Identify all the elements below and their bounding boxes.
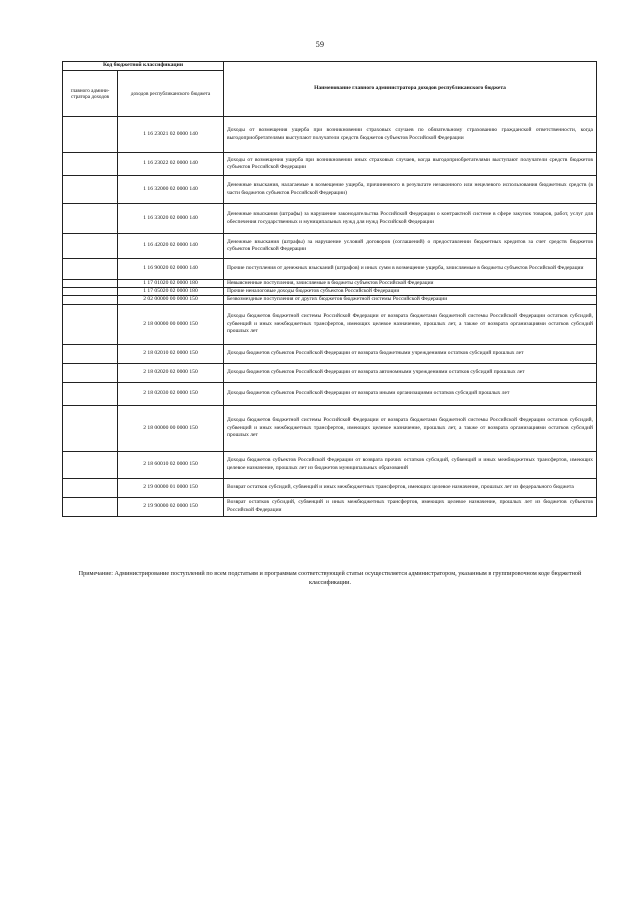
income-name-cell: Доходы бюджетов субъектов Российской Федерации от возврата иными организациями остатков субсидий прошлых лет [224, 382, 597, 405]
income-code-cell: 1 16 33020 02 0000 140 [118, 204, 224, 234]
admin-code-cell [63, 176, 118, 204]
table-row [63, 478, 597, 497]
table-row [63, 176, 597, 204]
income-name-cell: Доходы от возмещения ущерба при возникновении иных страховых случаев, когда выгодоприобретателями выступают получатели средств бюджетов субъектов Российской Федерации [224, 153, 597, 176]
income-name-cell: Доходы бюджетов бюджетной системы Российской Федерации от возврата бюджетами бюджетной системы Российской Федерации остатков субсидий, субвенций и иных межбюджетных трансфертов, имеющих целевое назначение, прошлых лет, а также от возврата организациями остатков субсидий прошлых лет [224, 304, 597, 344]
table-row [63, 382, 597, 405]
admin-code-cell [63, 153, 118, 176]
table-row [63, 296, 597, 304]
income-name-cell: Возврат остатков субсидий, субвенций и иных межбюджетных трансфертов, имеющих целевое назначение, прошлых лет из бюджетов субъектов Российской Федерации [224, 497, 597, 516]
admin-code-cell [63, 497, 118, 516]
income-name-cell: Денежные взыскания, налагаемые в возмещение ущерба, причиненного в результате незаконного или нецелевого использования бюджетных средств (в части бюджетов субъектов Российской Федерации) [224, 176, 597, 204]
table-row [63, 344, 597, 363]
income-code-cell: 2 19 90000 02 0000 150 [118, 497, 224, 516]
admin-code-cell [63, 234, 118, 259]
admin-code-cell [63, 259, 118, 280]
table-row [63, 204, 597, 234]
income-name-cell: Невыясненные поступления, зачисляемые в бюджеты субъектов Российской Федерации [224, 280, 597, 288]
page-number: 59 [315, 40, 325, 49]
income-code-cell: 2 18 02010 02 0000 150 [118, 344, 224, 363]
table-row [63, 153, 597, 176]
table-row [63, 363, 597, 382]
income-code-cell: 2 18 02020 02 0000 150 [118, 363, 224, 382]
footnote: Примечание: Администрирование поступлений по всем подстатьям и программам соответствующей статьи осуществляется администратором, указанным в группировочном коде бюджетной классификации. [78, 570, 582, 586]
income-code-cell: 1 17 01020 02 0000 180 [118, 280, 224, 288]
table-row [63, 451, 597, 478]
income-name-cell: Денежные взыскания (штрафы) за нарушение условий договоров (соглашений) о предоставлении бюджетных кредитов за счет средств бюджетов субъектов Российской Федерации [224, 234, 597, 259]
income-name-cell: Безвозмездные поступления от других бюджетов бюджетной системы Российской Федерации [224, 296, 597, 304]
income-code-cell: 1 16 23022 02 0000 140 [118, 153, 224, 176]
income-name-cell: Прочие поступления от денежных взысканий (штрафов) и иных сумм в возмещение ущерба, зачисляемые в бюджеты субъектов Российской Федерации [224, 259, 597, 280]
income-code-cell: 1 16 42020 02 0000 140 [118, 234, 224, 259]
income-name-cell: Денежные взыскания (штрафы) за нарушение законодательства Российской Федерации о контрактной системе в сфере закупок товаров, работ, услуг для обеспечения государственных и муниципальных нужд для нужд Российской Федерации [224, 204, 597, 234]
table-row [63, 304, 597, 344]
table-row [63, 288, 597, 296]
header-administrator-name: Наименование главного администратора доходов республиканского бюджета [224, 62, 597, 117]
income-code-cell: 2 18 00000 00 0000 150 [118, 405, 224, 451]
income-name-cell: Доходы от возмещения ущерба при возникновении страховых случаев по обязательному страхованию гражданской ответственности, когда выгодоприобретателями выступают получатели средств бюджетов субъектов Российской Федерации [224, 117, 597, 153]
admin-code-cell [63, 280, 118, 288]
table-row [63, 117, 597, 153]
income-code-cell: 2 02 00000 00 0000 150 [118, 296, 224, 304]
income-code-cell: 2 18 60010 02 0000 150 [118, 451, 224, 478]
table-row [63, 405, 597, 451]
income-name-cell: Доходы бюджетов субъектов Российской Федерации от возврата прочих остатков субсидий, субвенций и иных межбюджетных трансфертов, имеющих целевое назначение, прошлых лет из бюджетов муниципальных образований [224, 451, 597, 478]
table-row [63, 234, 597, 259]
admin-code-cell [63, 296, 118, 304]
admin-code-cell [63, 478, 118, 497]
income-code-cell: 2 18 00000 00 0000 150 [118, 304, 224, 344]
table-row [63, 259, 597, 280]
income-code-cell: 2 18 02030 02 0000 150 [118, 382, 224, 405]
income-name-cell: Доходы бюджетов субъектов Российской Федерации от возврата бюджетными учреждениями остатков субсидий прошлых лет [224, 344, 597, 363]
income-name-cell: Возврат остатков субсидий, субвенций и иных межбюджетных трансфертов, имеющих целевое назначение, прошлых лет из федерального бюджета [224, 478, 597, 497]
admin-code-cell [63, 117, 118, 153]
table-row [63, 280, 597, 288]
income-code-cell: 1 16 23021 02 0000 140 [118, 117, 224, 153]
admin-code-cell [63, 204, 118, 234]
income-name-cell: Прочие неналоговые доходы бюджетов субъектов Российской Федерации [224, 288, 597, 296]
header-budget-classification: Код бюджетной классификации [63, 62, 224, 71]
income-name-cell: Доходы бюджетов субъектов Российской Федерации от возврата автономными учреждениями остатков субсидий прошлых лет [224, 363, 597, 382]
budget-classification-table [62, 61, 597, 517]
header-admin-column: главного админи-стратора доходов [63, 71, 118, 117]
admin-code-cell [63, 344, 118, 363]
income-code-cell: 2 19 00000 01 0000 150 [118, 478, 224, 497]
admin-code-cell [63, 405, 118, 451]
header-code-column: доходов республиканского бюджета [118, 71, 224, 117]
admin-code-cell [63, 288, 118, 296]
admin-code-cell [63, 304, 118, 344]
admin-code-cell [63, 382, 118, 405]
admin-code-cell [63, 363, 118, 382]
income-code-cell: 1 16 90020 02 0000 140 [118, 259, 224, 280]
income-name-cell: Доходы бюджетов бюджетной системы Российской Федерации от возврата бюджетами бюджетной системы Российской Федерации остатков субсидий, субвенций и иных межбюджетных трансфертов, имеющих целевое назначение, прошлых лет, а также от возврата организациями остатков субсидий прошлых лет [224, 405, 597, 451]
table-row [63, 497, 597, 516]
income-code-cell: 1 17 05020 02 0000 180 [118, 288, 224, 296]
income-code-cell: 1 16 32000 02 0000 140 [118, 176, 224, 204]
admin-code-cell [63, 451, 118, 478]
